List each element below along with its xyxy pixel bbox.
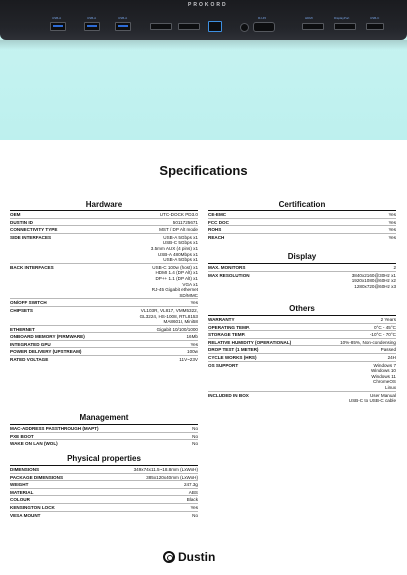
spec-value: [389, 212, 397, 218]
spec-label: DUSTIN ID: [10, 219, 33, 225]
hardware-heading: Hardware: [85, 200, 123, 209]
spec-label: PACKAGE DIMENSIONS: [10, 474, 64, 480]
spec-label: ON/OFF SWITCH: [10, 300, 47, 306]
spec-row: [10, 473, 198, 481]
spec-value: [134, 467, 198, 473]
spec-label: CONNECTIVITY TYPE: [10, 227, 58, 233]
spec-row: [10, 263, 198, 299]
spec-value-line: USB-A 480Mbps x1: [157, 251, 198, 257]
spec-value-line: HDMI 1.4 (DP Alt) x1: [155, 270, 198, 276]
spec-label: OS SUPPORT: [208, 362, 239, 368]
spec-label: FCC DOC: [208, 219, 229, 225]
spec-row: [10, 495, 198, 503]
spec-value-line: USB-C to USB-C cable: [348, 398, 396, 404]
spec-value: [146, 475, 198, 481]
usb-a-port-icon: [84, 22, 100, 31]
spec-value-line: No: [192, 512, 198, 518]
spec-value: [389, 227, 397, 233]
product-photo: [0, 0, 407, 140]
spec-value-line: 1280x720@60Hz x3: [354, 283, 396, 289]
spec-label: OPERATING TEMP.: [208, 324, 250, 330]
spec-value: [349, 393, 396, 404]
spec-label: INTEGRATED GPU: [10, 341, 51, 347]
spec-value: [192, 426, 198, 432]
spec-label: DIMENSIONS: [10, 467, 40, 472]
spec-value: [140, 308, 198, 325]
spec-value-line: Yes: [388, 234, 396, 240]
spec-row: [10, 340, 198, 348]
spec-value-line: No: [192, 426, 198, 431]
ethernet-port-icon: [208, 21, 222, 32]
spec-value-line: UTC-DOCK PD3.0: [159, 212, 198, 217]
spec-value: [389, 235, 397, 241]
spec-value-line: No: [192, 441, 198, 447]
others-table: [208, 315, 396, 404]
usb-a-port-icon: [50, 22, 66, 31]
display-heading: Display: [287, 252, 317, 261]
spec-row: [10, 225, 198, 233]
spec-value-line: MA8601I, Mini58: [163, 319, 198, 325]
spec-value: [184, 482, 198, 488]
spec-label: MAC-ADDRESS PASSTHROUGH (MAPT): [10, 426, 99, 431]
spec-value: [393, 265, 396, 271]
spec-label: RATED VOLTAGE: [10, 357, 49, 363]
spec-value-line: 385x120x40mm (LxWxH): [146, 474, 198, 480]
spec-label: ROHS: [208, 227, 222, 233]
spec-row: [10, 332, 198, 340]
dustin-logo: [163, 549, 215, 565]
spec-row: [10, 325, 198, 333]
spec-value: [340, 340, 396, 346]
spec-value-line: 100w: [187, 349, 198, 355]
spec-value: [352, 273, 396, 290]
spec-label: WARRANTY: [208, 317, 235, 322]
spec-label: ONBOARD MEMORY (FIRMWARE): [10, 334, 85, 340]
spec-row: [208, 323, 396, 331]
spec-value-line: USB-C 100w (host) x1: [152, 264, 198, 270]
certification-table: [208, 210, 396, 240]
physical-heading: Physical properties: [67, 454, 141, 463]
spec-row: [10, 298, 198, 306]
spec-value-line: 0°C - 45°C: [373, 324, 396, 330]
brand-logo: PROKORD: [188, 2, 228, 8]
port-label: USB-A: [52, 16, 62, 20]
spec-label: WAKE ON LAN (WOL): [10, 441, 58, 447]
spec-value: [159, 227, 198, 233]
spec-value-line: 24H: [387, 354, 396, 360]
spec-value: [173, 220, 198, 226]
spec-value-line: VGA x1: [182, 281, 198, 287]
spec-value: [371, 363, 396, 391]
spec-row: [208, 391, 396, 404]
spec-value-line: 247.3g: [183, 482, 198, 488]
spec-label: STORAGE TEMP.: [208, 332, 246, 338]
spec-value: [370, 332, 396, 338]
dock-shadow: [0, 40, 407, 50]
spec-row: [208, 315, 396, 323]
spec-value-line: Linux: [385, 384, 396, 390]
dustin-logo-icon: [163, 551, 175, 563]
spec-value-line: Yes: [190, 504, 198, 510]
spec-value: [192, 434, 198, 440]
spec-label: MAX. MONITORS: [208, 265, 246, 270]
spec-value-line: USB-A 5Gbps x1: [163, 257, 198, 263]
port-label: USB-C: [370, 16, 380, 20]
spec-label: OEM: [10, 212, 21, 217]
dustin-logo-text: Dustin: [178, 550, 216, 564]
spec-row: [208, 233, 396, 241]
spec-value-line: GL3224, HS-1008, RTL8153: [139, 313, 198, 319]
spec-value-line: 1920x1080@60Hz x2: [351, 278, 396, 284]
spec-value: [374, 325, 396, 331]
spec-value: [191, 505, 199, 511]
spec-row: [10, 480, 198, 488]
spec-value: [189, 490, 198, 496]
spec-value-line: Windows 10: [370, 368, 396, 374]
docking-station-image: [0, 0, 407, 40]
spec-value: [191, 342, 199, 348]
spec-label: RELATIVE HUMIDITY (OPERATIONAL): [208, 339, 292, 345]
spec-value: [191, 300, 199, 306]
spec-value: [152, 265, 198, 299]
spec-row: [10, 347, 198, 355]
spec-label: WEIGHT: [10, 482, 29, 488]
spec-value-line: USB-A 5Gbps x1: [163, 234, 198, 240]
spec-label: REACH: [208, 234, 225, 240]
spec-value: [381, 317, 396, 323]
spec-value-line: 349x74x11.5~18.8mm (LxWxH): [133, 467, 198, 472]
spec-row: [208, 225, 396, 233]
spec-value: [179, 357, 198, 363]
spec-value-line: -10°C - 70°C: [369, 332, 396, 338]
spec-label: VESA MOUNT: [10, 512, 41, 518]
spec-row: [208, 345, 396, 353]
spec-value-line: 5011725671: [172, 219, 198, 225]
spec-label: DROP TEST (1 METER): [208, 347, 259, 353]
spec-label: POWER DELIVERY (UPSTREAM): [10, 349, 82, 355]
spec-label: CYCLE WORKS (HRS): [208, 354, 257, 360]
spec-value-line: Yes: [388, 227, 396, 233]
hardware-table: [10, 210, 198, 363]
spec-label: KENSINGTON LOCK: [10, 504, 55, 510]
spec-value: [187, 497, 198, 503]
port-label: RJ-45: [258, 16, 267, 20]
audio-jack-icon: [240, 23, 249, 32]
spec-row: [10, 233, 198, 263]
spec-value-line: 10%-85%, Non-condensing: [340, 339, 396, 345]
spec-value-line: 11V~23V: [179, 357, 198, 363]
spec-value-line: DP++ 1.1 (DP Alt) x1: [155, 275, 198, 281]
display-table: [208, 263, 396, 289]
spec-row: [10, 465, 198, 473]
spec-row: [208, 271, 396, 290]
spec-row: [208, 218, 396, 226]
management-table: [10, 424, 198, 447]
others-heading: Others: [289, 304, 315, 313]
spec-label: CHIPSETS: [10, 307, 33, 313]
spec-value-line: Yes: [190, 300, 198, 306]
spec-value-line: Black: [186, 497, 198, 503]
usb-a-port-icon: [115, 22, 131, 31]
spec-value-line: ChromeOS: [373, 379, 396, 385]
spec-row: [10, 306, 198, 325]
spec-value-line: USB-C 5Gbps x1: [162, 240, 198, 246]
spec-row: [10, 432, 198, 440]
spec-value-line: Yes: [388, 212, 396, 217]
spec-value: [187, 334, 199, 340]
spec-value-line: SD/MMC: [179, 292, 198, 298]
spec-value-line: Windows 7: [373, 362, 396, 368]
spec-value-line: 2: [393, 265, 396, 270]
spec-label: PXE BOOT: [10, 433, 34, 439]
spec-value-line: VL103R, VL817, VMM5322,: [140, 307, 198, 313]
spec-row: [208, 338, 396, 346]
certification-heading: Certification: [278, 200, 326, 209]
displayport-port-icon: [334, 23, 356, 30]
spec-row: [208, 330, 396, 338]
spec-value-line: Yes: [388, 219, 396, 225]
spec-value-line: ABS: [188, 489, 198, 495]
spec-row: [10, 503, 198, 511]
spec-row: [10, 355, 198, 363]
sd-card-slot-icon: [150, 23, 172, 30]
spec-value-line: 16Mb: [186, 334, 198, 340]
spec-value: [151, 235, 198, 263]
spec-row: [10, 218, 198, 226]
spec-value: [381, 347, 396, 353]
spec-value-line: 2 Years: [380, 317, 396, 322]
port-label: DisplayPort: [334, 16, 350, 20]
spec-row: [10, 488, 198, 496]
spec-value-line: Yes: [190, 341, 198, 347]
spec-row: [208, 361, 396, 391]
spec-value-line: Gigabit 10/100/1000: [156, 326, 198, 332]
spec-value-line: 3840x2160@30Hz x1: [351, 272, 396, 278]
spec-label: BACK INTERFACES: [10, 264, 54, 270]
spec-label: CE-EMC: [208, 212, 227, 217]
port-label: HDMI: [305, 16, 313, 20]
physical-table: [10, 465, 198, 518]
spec-row: [208, 353, 396, 361]
spec-row: [10, 210, 198, 218]
port-label: USB-A: [87, 16, 97, 20]
page-title: Specifications: [159, 163, 248, 178]
spec-value: [157, 327, 198, 333]
spec-value-line: User Manual: [369, 392, 396, 398]
spec-value-line: 3.5mm AUX (4 pins) x1: [150, 245, 198, 251]
usb-c-port-icon: [366, 23, 384, 30]
spec-label: MAX RESOLUTION: [208, 272, 250, 278]
hdmi-port-icon: [302, 23, 324, 30]
spec-value: [187, 349, 198, 355]
spec-row: [10, 424, 198, 432]
port-label: USB-A: [118, 16, 128, 20]
management-heading: Management: [79, 413, 129, 422]
spec-label: SIDE INTERFACES: [10, 234, 52, 240]
spec-value: [192, 513, 198, 519]
spec-row: [208, 210, 396, 218]
spec-label: MATERIAL: [10, 489, 34, 495]
spec-value-line: MST / DP Alt mode: [159, 227, 198, 233]
spec-value: [192, 441, 198, 447]
spec-value: [389, 220, 397, 226]
spec-value-line: Passed: [380, 347, 396, 353]
spec-value: [160, 212, 198, 218]
spec-value-line: RJ-45 Gigabit ethernet: [151, 287, 198, 293]
spec-label: ETHERNET: [10, 326, 35, 332]
spec-value-line: No: [192, 433, 198, 439]
spec-label: INCLUDED IN BOX: [208, 392, 249, 398]
spec-row: [208, 263, 396, 271]
spec-label: COLOUR: [10, 497, 30, 503]
spec-row: [10, 439, 198, 447]
vga-port-icon: [253, 22, 275, 32]
spec-row: [10, 511, 198, 519]
spec-value: [388, 355, 396, 361]
micro-sd-slot-icon: [178, 23, 200, 30]
spec-value-line: Windows 11: [371, 373, 396, 379]
